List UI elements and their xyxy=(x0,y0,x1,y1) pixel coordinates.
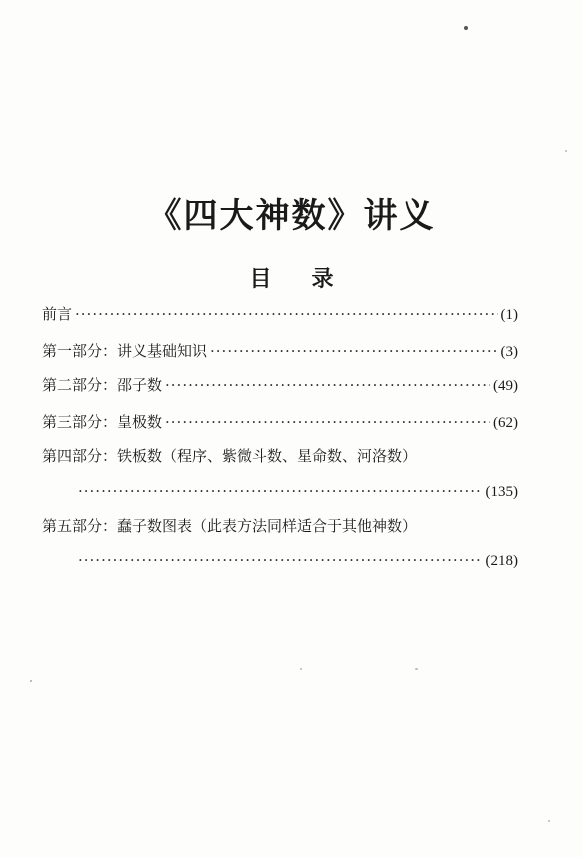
toc-entry-preface[interactable] xyxy=(42,304,518,325)
toc-entry-label: 第二部分：邵子数 xyxy=(42,376,163,394)
toc-entry-part-5-leader[interactable] xyxy=(78,550,518,571)
scan-speck xyxy=(548,820,550,822)
toc-entry-label: 第五部分：蠢子数图表（此表方法同样适合于其他神数） xyxy=(42,517,418,535)
scan-speck xyxy=(565,150,567,152)
scan-speck xyxy=(415,668,418,670)
toc-heading: 目录 xyxy=(249,266,374,292)
scan-speck xyxy=(30,680,32,682)
toc-entry-label: 第四部分：铁板数（程序、紫微斗数、星命数、河洛数） xyxy=(42,447,418,465)
toc-entry-page: (135) xyxy=(485,484,518,500)
toc-entry-page: (3) xyxy=(500,344,518,360)
document-title: 《四大神数》讲义 xyxy=(147,196,436,236)
toc-entry-part-2[interactable] xyxy=(42,375,518,396)
toc-entry-label: 第三部分：皇极数 xyxy=(42,413,163,431)
toc-entry-page: (49) xyxy=(493,378,518,394)
dot-leader xyxy=(78,481,483,501)
toc-entry-part-5-title[interactable] xyxy=(42,516,518,536)
dot-leader xyxy=(75,304,497,324)
scan-speck xyxy=(464,26,468,30)
toc-entry-part-4-leader[interactable] xyxy=(78,481,518,502)
toc-entry-page: (218) xyxy=(485,553,518,569)
dot-leader xyxy=(165,375,490,395)
scan-speck xyxy=(300,668,302,670)
dot-leader xyxy=(78,550,483,570)
dot-leader xyxy=(210,341,497,361)
toc-entry-part-1[interactable] xyxy=(42,341,518,362)
toc-entry-page: (1) xyxy=(500,307,518,323)
toc-entry-label: 前言 xyxy=(42,305,73,323)
dot-leader xyxy=(165,412,490,432)
toc-entry-part-3[interactable] xyxy=(42,412,518,433)
toc-entry-part-4-title[interactable] xyxy=(42,446,518,466)
toc-entry-page: (62) xyxy=(493,415,518,431)
toc-entry-label: 第一部分：讲义基础知识 xyxy=(42,342,208,360)
